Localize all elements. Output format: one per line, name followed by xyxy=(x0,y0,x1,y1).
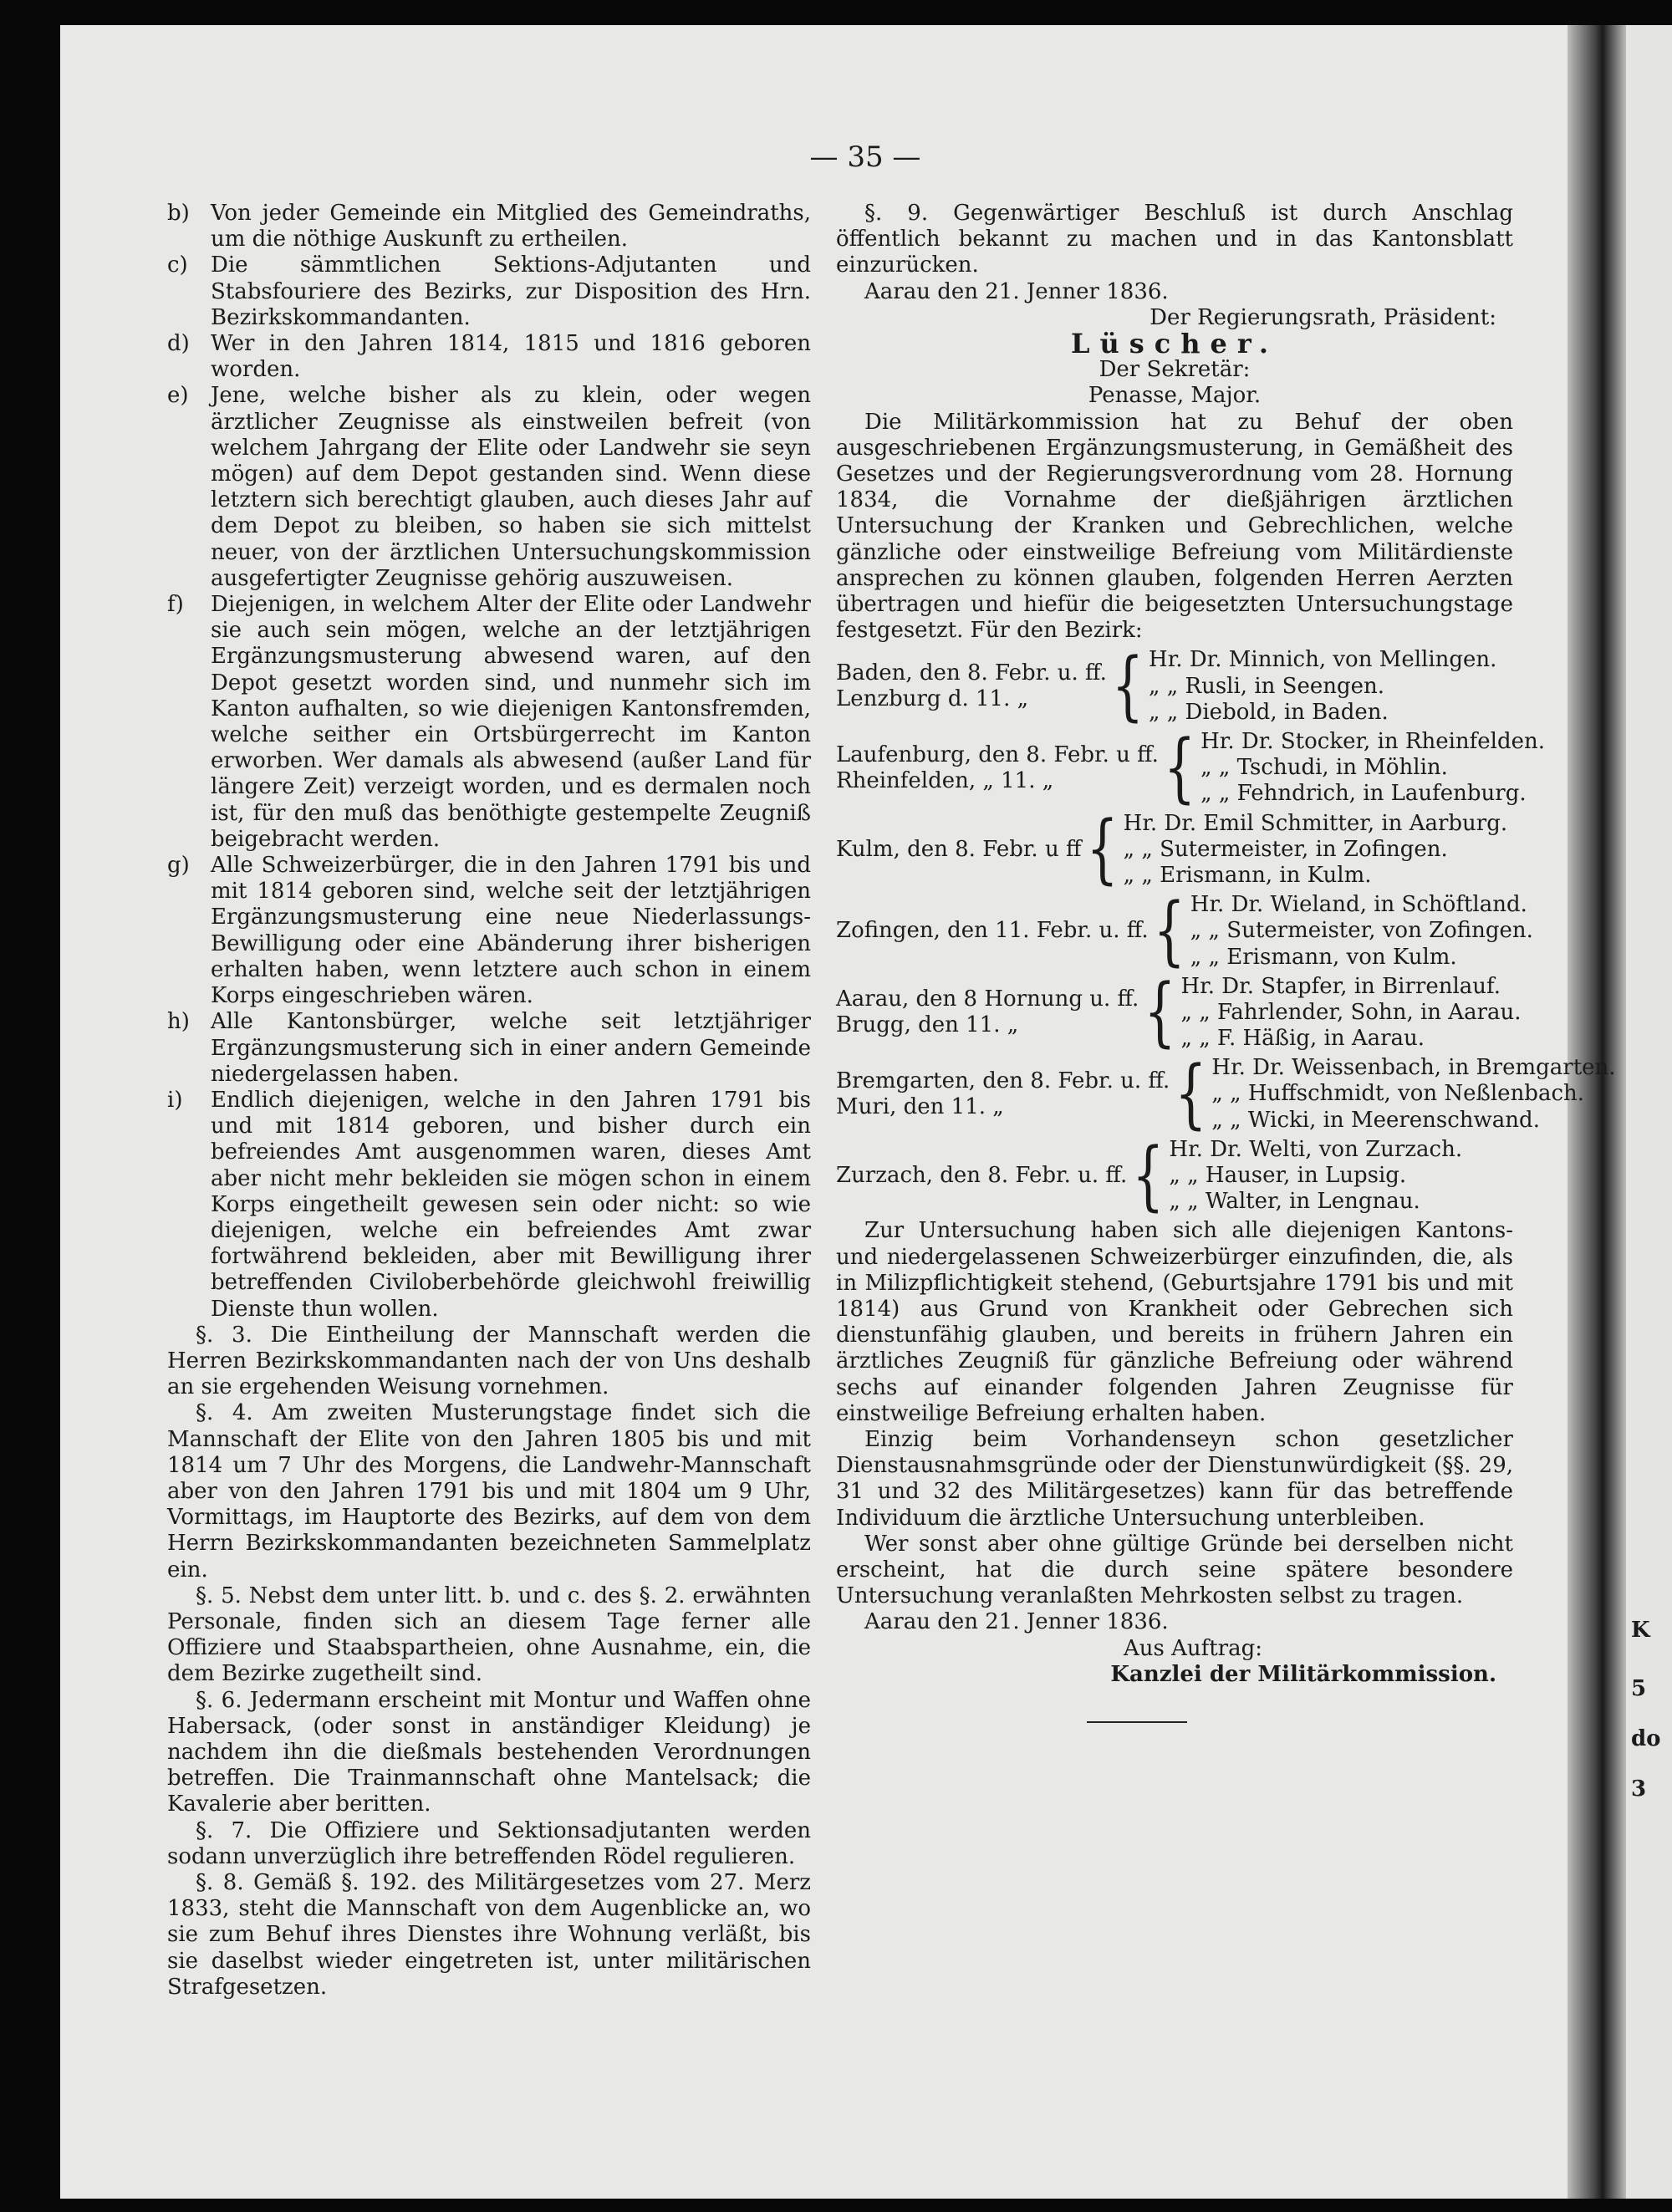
paragraph-section-5: §. 5. Nebst dem unter litt. b. und c. des §. 2. erwähnten Personale, finden sich an diesem Tage ferner alle Offiziere und Staabspartheien, ohne Ausnahme, ein, die dem Bezirke zugetheilt sind. xyxy=(167,1583,811,1687)
district-place: Muri, den 11. „ xyxy=(836,1094,1004,1120)
doctor-entry: „ „ Rusli, in Seengen. xyxy=(1149,673,1385,699)
district-place: Zurzach, den 8. Febr. u. ff. xyxy=(836,1163,1128,1189)
doctor-entry: „ „ Hauser, in Lupsig. xyxy=(1169,1163,1407,1189)
district-block xyxy=(836,642,1513,731)
district-block xyxy=(836,968,1522,1057)
doctor-entry: Hr. Dr. Minnich, von Mellingen. xyxy=(1149,647,1497,673)
edge-fragment: K xyxy=(1631,1618,1650,1643)
date-line: Aarau den 21. Jenner 1836. xyxy=(864,1609,1169,1635)
district-place: Brugg, den 11. „ xyxy=(836,1012,1019,1038)
doctor-list xyxy=(1200,729,1545,808)
list-item: i) Endlich diejenigen, welche in den Jahren 1791 bis und mit 1814 geboren, und bisher durch ein befreiendes Amt ausgenommen waren, dieses Amt aber nicht mehr bekleiden sie mögen schon in einem Korps eingetheilt gewesen sein oder nicht: so wie diejenigen, welche ein befreiendes Amt zwar fortwährend bekleiden, aber mit Bewilligung ihrer betreffenden Civiloberbehörde gleichwohl freiwillig Dienste thun wollen. xyxy=(167,1087,811,1322)
district-places xyxy=(836,660,1107,712)
doctor-entry: „ „ Sutermeister, in Zofingen. xyxy=(1123,836,1448,862)
doctor-entry: „ „ Fehndrich, in Laufenburg. xyxy=(1200,781,1527,807)
closing-rule xyxy=(1087,1721,1187,1723)
doctor-entry: „ „ Wicki, in Meerenschwand. xyxy=(1211,1107,1540,1133)
doctor-assignments xyxy=(836,642,1616,1221)
doctor-entry: Hr. Dr. Welti, von Zurzach. xyxy=(1169,1136,1463,1162)
right-column xyxy=(836,201,1616,1723)
list-item: g) Alle Schweizerbürger, die in den Jahren 1791 bis und mit 1814 geboren sind, welche seit der letztjährigen Ergänzungsmusterung eine neue Niederlassungs-Bewilligung oder eine Abänderung ihrer bisherigen erhalten haben, wenn letztere auch schon in einem Korps eingeschrieben wären. xyxy=(167,853,811,1009)
doctor-entry: Hr. Dr. Stapfer, in Birrenlauf. xyxy=(1180,973,1501,999)
district-place: Rheinfelden, „ 11. „ xyxy=(836,767,1054,793)
list-item: h) Alle Kantonsbürger, welche seit letztjähriger Ergänzungsmusterung sich in einer andern Gemeinde niedergelassen haben. xyxy=(167,1009,811,1087)
doctor-entry: „ „ Huffschmidt, von Neßlenbach. xyxy=(1211,1081,1585,1107)
doctor-entry: Hr. Dr. Emil Schmitter, in Aarburg. xyxy=(1123,810,1508,836)
district-block xyxy=(836,887,1533,976)
list-item: b) Von jeder Gemeinde ein Mitglied des Gemeindraths, um die nöthige Auskunft zu ertheilen. xyxy=(167,201,811,252)
list-item: c) Die sämmtlichen Sektions-Adjutanten und Stabsfouriere des Bezirks, zur Disposition des Hrn. Bezirkskommandanten. xyxy=(167,252,811,330)
brace-glyph: { xyxy=(1144,968,1176,1057)
district-place: Kulm, den 8. Febr. u ff xyxy=(836,836,1082,862)
examination-paragraph: Zur Untersuchung haben sich alle diejenigen Kantons- und niedergelassenen Schweizerbürger einzufinden, die, als in Milizpflichtigkeit stehend, (Geburtsjahre 1791 bis und mit 1814) aus Grund von Krankheit oder Gebrechen sich dienstunfähig glauben, und bereits in frühern Jahren ein ärztliches Zeugniß für gänzliche Befreiung oder während sechs auf einander folgenden Jahren Zeugnisse für einstweilige Befreiung erhalten haben. xyxy=(836,1218,1513,1426)
paragraph-section-7: §. 7. Die Offiziere und Sektionsadjutanten werden sodann unverzüglich ihre betreffenden Rödel regulieren. xyxy=(167,1817,811,1869)
next-page-edge xyxy=(1626,25,1672,2199)
doctor-entry: Hr. Dr. Wieland, in Schöftland. xyxy=(1190,892,1527,918)
paragraph-section-9: §. 9. Gegenwärtiger Beschluß ist durch Anschlag öffentlich bekannt zu machen und in das Kantonsblatt einzurücken. xyxy=(836,201,1513,278)
district-block xyxy=(836,1050,1616,1139)
doctor-list xyxy=(1211,1055,1615,1134)
district-place: Zofingen, den 11. Febr. u. ff. xyxy=(836,918,1149,944)
brace-glyph: { xyxy=(1086,805,1119,894)
page-number: — 35 — xyxy=(809,140,921,174)
secretary-title: Der Sekretär: xyxy=(1099,357,1251,383)
district-places xyxy=(836,986,1139,1038)
doctor-entry: „ „ Diebold, in Baden. xyxy=(1149,699,1389,725)
doctor-entry: „ „ Fahrlender, Sohn, in Aarau. xyxy=(1180,999,1522,1025)
district-place: Baden, den 8. Febr. u. ff. xyxy=(836,660,1107,686)
doctor-entry: „ „ Erismann, von Kulm. xyxy=(1190,944,1457,970)
paragraph-section-3: §. 3. Die Eintheilung der Mannschaft werden die Herren Bezirkskommandanten nach der von Uns deshalb an sie ergehenden Weisung vornehmen. xyxy=(167,1322,811,1400)
district-block xyxy=(836,724,1546,813)
doctor-entry: „ „ Sutermeister, von Zofingen. xyxy=(1190,918,1533,944)
list-item: e) Jene, welche bisher als zu klein, oder wegen ärztlicher Zeugnisse als einstweilen befreit (von welchem Jahrgang der Elite oder Landwehr sie seyn mögen) auf dem Depot gestanden sind. Wenn diese letztern sich berechtigt glauben, auch dieses Jahr auf dem Depot zu bleiben, so haben sie sich mittelst neuer, von der ärztlichen Untersuchungskommission ausgefertigter Zeugnisse gehörig auszuweisen. xyxy=(167,383,811,591)
left-column xyxy=(167,201,811,2000)
doctor-entry: „ „ Tschudi, in Möhlin. xyxy=(1200,755,1448,781)
doctor-list xyxy=(1190,892,1533,971)
doctor-entry: Hr. Dr. Stocker, in Rheinfelden. xyxy=(1200,729,1546,755)
list-item: f) Diejenigen, in welchem Alter der Elite oder Landwehr sie auch sein mögen, welche an der letztjährigen Ergänzungsmusterung abwesend waren, auf den Depot gesetzt worden sind, und nunmehr sich im Kanton aufhalten, so wie diejenigen Kantonsfremden, welche seither ein Ortsbürgerrecht im Kanton erworben. Wer damals als abwesend (außer Land für längere Zeit) verzeigt worden, und es dermalen noch ist, für den muß das benöthigte gestempelte Zeugniß beigebracht werden. xyxy=(167,592,811,852)
brace-glyph: { xyxy=(1175,1050,1207,1139)
district-place: Bremgarten, den 8. Febr. u. ff. xyxy=(836,1068,1170,1093)
signature-office: Kanzlei der Militärkommission. xyxy=(1110,1661,1496,1687)
commission-intro: Die Militärkommission hat zu Behuf der oben ausgeschriebenen Ergänzungsmusterung, in Gemäßheit des Gesetzes und der Regierungsverordnung vom 28. Hornung 1834, die Vornahme der dießjährigen ärztlichen Untersuchung der Kranken und Gebrechlichen, welche gänzliche oder einstweilige Befreiung vom Militärdienste ansprechen zu können glauben, folgenden Herren Aerzten übertragen und hiefür die beigesetzten Untersuchungstage festgesetzt. Für den Bezirk: xyxy=(836,409,1513,644)
president-title: Der Regierungsrath, Präsident: xyxy=(1150,304,1496,330)
brace-glyph: { xyxy=(1153,887,1185,976)
paragraph-section-4: §. 4. Am zweiten Musterungstage findet sich die Mannschaft der Elite von den Jahren 1805 bis und mit 1814 um 7 Uhr des Morgens, die Landwehr-Mannschaft aber von den Jahren 1791 bis und mit 1804 um 9 Uhr, Vormittags, im Hauptorte des Bezirks, auf dem von dem Herrn Bezirkskommandanten bezeichneten Sammelplatz ein. xyxy=(167,1400,811,1583)
edge-fragment: 5 xyxy=(1631,1676,1647,1701)
doctor-entry: „ „ Walter, in Lengnau. xyxy=(1169,1189,1420,1215)
brace-glyph: { xyxy=(1132,1132,1165,1221)
edge-fragment: 3 xyxy=(1631,1776,1647,1802)
doctor-entry: Hr. Dr. Weissenbach, in Bremgarten. xyxy=(1211,1055,1616,1081)
district-place: Aarau, den 8 Hornung u. ff. xyxy=(836,986,1139,1012)
district-place: Lenzburg d. 11. „ xyxy=(836,686,1029,712)
district-places xyxy=(836,918,1149,944)
signature-heading: Aus Auftrag: xyxy=(1123,1635,1262,1661)
president-name: Lüscher. xyxy=(1071,328,1278,360)
brace-glyph: { xyxy=(1111,642,1144,731)
district-places xyxy=(836,742,1159,794)
paragraph-section-6: §. 6. Jedermann erscheint mit Montur und Waffen ohne Habersack, (oder sonst in anständiger Kleidung) je nachdem ihn die dießmals bestehenden Verordnungen betreffen. Die Trainmannschaft ohne Mantelsack; die Kavalerie aber beritten. xyxy=(167,1687,811,1817)
doctor-entry: „ „ Erismann, in Kulm. xyxy=(1123,862,1372,888)
district-block xyxy=(836,1132,1513,1221)
paragraph-section-8: §. 8. Gemäß §. 192. des Militärgesetzes vom 27. Merz 1833, steht die Mannschaft von dem Augenblicke an, wo sie zum Behuf ihres Dienstes ihre Wohnung verläßt, bis sie daselbst wieder eingetreten ist, unter militärischen Strafgesetzen. xyxy=(167,1870,811,2000)
secretary-name: Penasse, Major. xyxy=(1088,383,1262,409)
costs-paragraph: Wer sonst aber ohne gültige Gründe bei derselben nicht erscheint, hat die durch seine spätere besondere Untersuchung veranlaßten Mehrkosten selbst zu tragen. xyxy=(836,1531,1513,1609)
date-line: Aarau den 21. Jenner 1836. xyxy=(864,278,1169,304)
doctor-list xyxy=(1181,974,1522,1052)
district-block xyxy=(836,805,1513,894)
doctor-list xyxy=(1149,647,1513,726)
brace-glyph: { xyxy=(1163,724,1196,813)
doctor-list xyxy=(1124,811,1513,889)
doctor-entry: „ „ F. Häßig, in Aarau. xyxy=(1180,1026,1425,1052)
district-places xyxy=(836,1163,1127,1189)
doctor-list xyxy=(1169,1137,1513,1216)
district-places xyxy=(836,837,1081,863)
district-place: Laufenburg, den 8. Febr. u ff. xyxy=(836,742,1159,767)
edge-fragment: do xyxy=(1631,1726,1661,1751)
list-item: d) Wer in den Jahren 1814, 1815 und 1816 geboren worden. xyxy=(167,331,811,383)
district-places xyxy=(836,1068,1170,1120)
exemption-paragraph: Einzig beim Vorhandenseyn schon gesetzlicher Dienstausnahmsgründe oder der Dienstunwürdigkeit (§§. 29, 31 und 32 des Militärgesetzes) kann für das betreffende Individuum die ärztliche Untersuchung unterbleiben. xyxy=(836,1427,1513,1531)
